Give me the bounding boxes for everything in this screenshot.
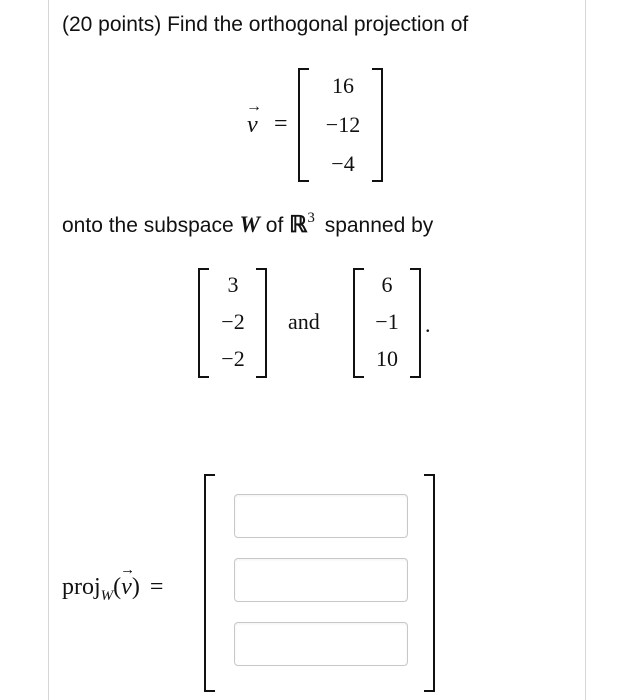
space-dimension: 3 [307,210,315,226]
projection-label: proj$_W$( → v) = [62,562,164,604]
subspace-statement: onto the subspace W of ℝ$^3$ spanned by [62,210,434,237]
vector-equals-sign: = [274,111,288,137]
basis-2-entry-3: 10 [376,346,398,371]
real-space-symbol: ℝ [289,212,308,237]
left-bracket [204,474,215,692]
vector-v-entry-2: −12 [325,112,361,137]
prompt-text: Find the orthogonal projection of [167,13,469,36]
answer-input-1[interactable] [234,494,408,538]
basis-2-entry-2: −1 [375,309,399,334]
vector-v-entry-1: 16 [332,73,354,98]
vector-arrow-glyph: → [246,98,262,115]
sentence-period: . [425,312,431,337]
subspace-W: W [239,212,260,237]
question-prompt [62,13,468,37]
basis-1-entry-3: −2 [221,346,245,371]
and-word: and [288,309,320,334]
right-bracket [424,474,435,692]
points-label: (20 points) [62,13,162,36]
basis-1-entry-2: −2 [221,309,245,334]
answer-input-3[interactable] [234,622,408,666]
basis-1-entry-1: 3 [227,272,239,297]
left-bracket [298,68,309,182]
projection-subscript: W [100,587,114,604]
answer-input-2[interactable] [234,558,408,602]
vector-v-entry-3: −4 [331,151,355,176]
basis-2-entry-1: 6 [381,272,393,297]
vector-arrow-glyph: → [120,562,136,578]
vector-v-symbol: → v [246,98,262,138]
